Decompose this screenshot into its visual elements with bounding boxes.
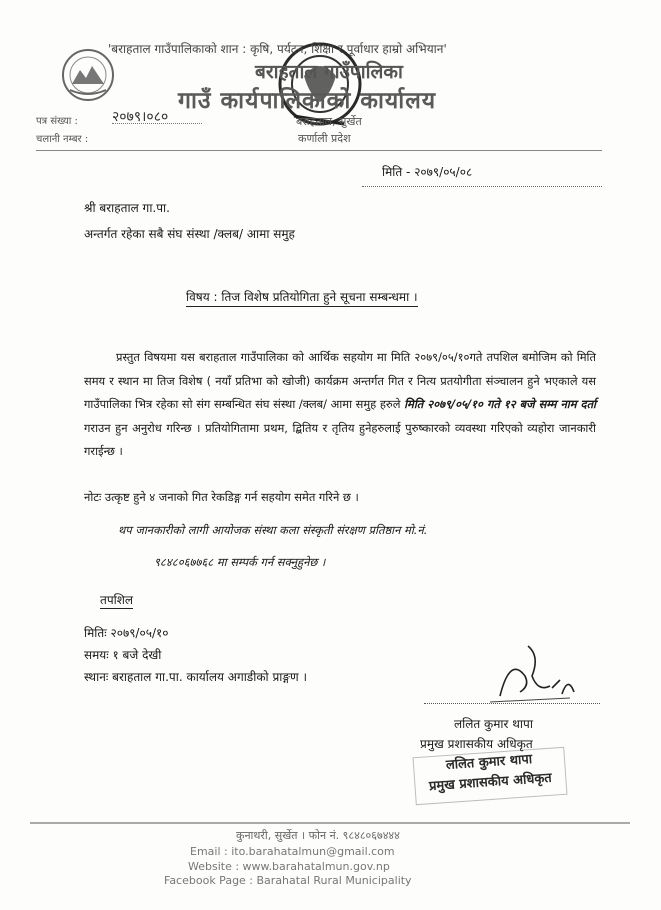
header-divider [36,150,602,151]
letter-subject: विषय : तिज विशेष प्रतियोगिता हुने सूचना सम्बन्धमा । [186,288,418,307]
contact-info-line-1: थप जानकारीको लागी आयोजक संस्था कला संस्कृती संरक्षण प्रतिष्ठान मो.नं. [118,523,428,537]
office-name: गाउँ कार्यपालिकाको कार्यालय [178,88,437,114]
body-text-1: प्रस्तुत विषयमा यस बराहताल गाउँपालिका को आर्थिक सहयोग मा मिति २०७९/०५/१०गते तपशिल बमोजिम को मिति समय र स्थान मा तिज विशेष ( नयाँ प्रतिभा को खोजी) कार्यक्रम अन्तर्गत गित र नित्य प्रतयोगीता संञ्चालन हुने भएकाले यस गाउँपालिका भित्र रहेका सो संग सम्बन्धित संघ संस्था /क्लब/ आमा समुह हरुले [84,350,596,411]
footer-website: Website : www.barahatalmun.gov.np [188,860,390,873]
body-text-2: गराउन हुन अनुरोध गरिन्छ । प्रतियोगितामा प्रथम, द्बितिय र तृतिय हुनेहरुलाई पुरुष्कारको व्यवस्था गरिएको व्यहोरा जानकारी गराईन्छ । [84,420,596,458]
letter-note: नोटः उत्कृष्ट हुने ४ जनाको गित रेकडिङ्ग गर्न सहयोग समेत गरिने छ । [84,490,359,504]
event-time: समयः १ बजे देखी [84,648,162,662]
footer-facebook: Facebook Page : Barahatal Rural Municipality [164,874,412,887]
recipient-line-1: श्री बराहताल गा.पा. [84,201,170,215]
signature-line [424,703,600,704]
footer-divider [30,822,630,824]
reference-number: २०७९।०८० [112,109,169,125]
contact-info-line-2: ९८४८०६७७६८ मा सम्पर्क गर्न सक्नुहुनेछ । [154,555,326,569]
letterhead-motto: 'बराहताल गाउँपालिकाको शान : कृषि, पर्यटन, शिक्षा र पूर्वाधार हाम्रो अभियान' [108,42,447,56]
event-place: स्थानः बराहताल गा.पा. कार्यालय अगाडीको प्राङ्गण । [84,670,308,684]
municipality-name: बराहताल गाउँपालिका [255,61,403,83]
signatory-title: प्रमुख प्रशासकीय अधिकृत [420,737,533,751]
footer-email: Email : ito.barahatalmun@gmail.com [190,845,395,858]
signature-stamp [413,747,568,805]
reference-label: पत्र संख्या : [36,116,78,127]
footer-address: कुनाथरी, सुर्खेत । फोन नं. ९८४८०६७४४४ [236,829,400,842]
handwritten-signature [470,636,580,708]
body-highlight: मिति २०७९/०५/१० गते १२ बजे सम्म नाम दर्ता [404,397,597,411]
event-date: मितिः २०७९/०५/१० [84,626,169,640]
stamp-title: प्रमुख प्रशासकीय अधिकृत [428,770,553,795]
letter-body [84,346,596,464]
province-name: कर्णाली प्रदेश [298,132,351,145]
reference-underline [112,123,202,124]
date-divider [362,186,602,187]
details-heading: तपशिल [100,593,134,607]
signatory-name: ललित कुमार थापा [454,717,533,731]
recipient-line-2: अन्तर्गत रहेका सबै संघ संस्था /क्लब/ आमा समुह [84,227,295,241]
office-location: बराहताल, सुर्खेत [296,115,362,128]
dispatch-label: चलानी नम्बर : [36,134,89,145]
stamp-name: ललित कुमार थापा [445,752,533,774]
letter-date: मिति - २०७९/०५/०८ [382,165,473,179]
